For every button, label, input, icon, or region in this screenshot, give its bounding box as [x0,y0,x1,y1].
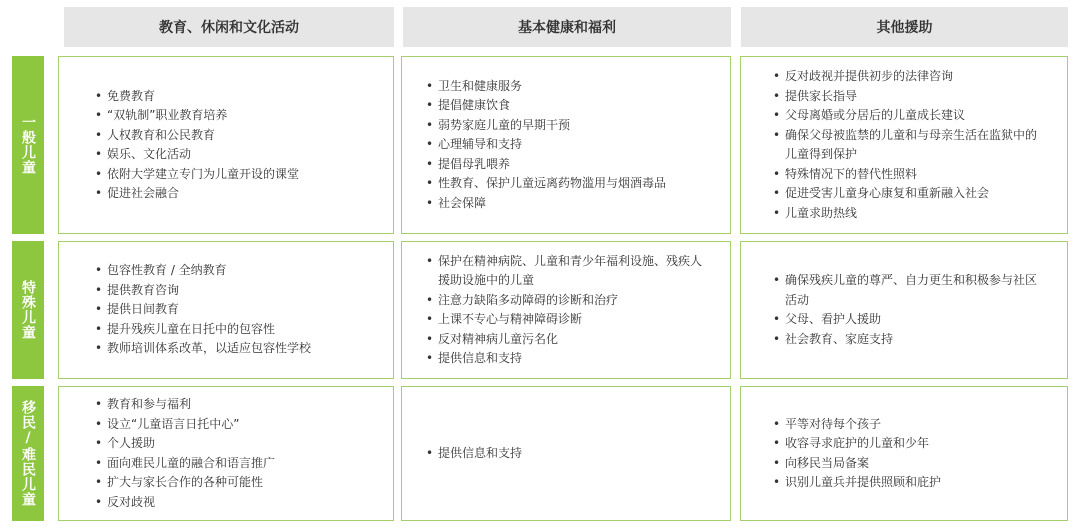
list-item: • 确保父母被监禁的儿童和与母亲生活在监狱中的儿童得到保护 [773,126,1045,165]
header-label: 基本健康和福利 [518,20,616,36]
list-item: • 提供家长指导 [773,87,1045,107]
row-label-text: 移民/难民儿童 [20,400,36,507]
cell-special-health [401,241,731,379]
list-item: • 促进受害儿童身心康复和重新融入社会 [773,184,1045,204]
list-item: • 上课不专心与精神障碍诊断 [426,310,702,330]
bullet-list [741,271,1067,349]
list-item: • 反对歧视 [95,493,275,513]
cell-general-education [58,56,394,234]
list-item: • 弱势家庭儿童的早期干预 [426,116,666,136]
list-item: • 教育和参与福利 [95,395,275,415]
list-item: • 提倡母乳喂养 [426,155,666,175]
list-item: • 保护在精神病院、儿童和青少年福利设施、残疾人援助设施中的儿童 [426,252,702,291]
bullet-list [59,395,275,512]
list-item: • 注意力缺陷多动障碍的诊断和治疗 [426,291,702,311]
list-item: • 面向难民儿童的融合和语言推广 [95,454,275,474]
list-item: • 卫生和健康服务 [426,77,666,97]
list-item: • 提供教育咨询 [95,281,311,301]
row-label-special [12,241,44,379]
list-item: • 识别儿童兵并提供照顾和庇护 [773,473,941,493]
bullet-list [402,252,730,369]
list-item: • 提供信息和支持 [426,349,702,369]
list-item: • 父母离婚或分居后的儿童成长建议 [773,106,1045,126]
list-item: • 社会保障 [426,194,666,214]
list-item: • 促进社会融合 [95,184,299,204]
list-item: • 性教育、保护儿童远离药物滥用与烟酒毒品 [426,174,666,194]
list-item: • 提供日间教育 [95,300,311,320]
list-item: • 依附大学建立专门为儿童开设的课堂 [95,165,299,185]
header-col-0 [64,7,394,47]
list-item: • 社会教育、家庭支持 [773,330,1045,350]
list-item: • 父母、看护人援助 [773,310,1045,330]
cell-general-other [740,56,1068,234]
list-item: • 反对歧视并提供初步的法律咨询 [773,67,1045,87]
list-item: • 平等对待每个孩子 [773,415,941,435]
list-item: • 特殊情况下的替代性照料 [773,165,1045,185]
row-label-general [12,56,44,234]
list-item: • 确保残疾儿童的尊严、自力更生和积极参与社区活动 [773,271,1045,310]
row-label-text: 一般儿童 [20,115,36,175]
row-label-text: 特殊儿童 [20,280,36,340]
header-label: 其他援助 [876,20,933,36]
list-item: • 收容寻求庇护的儿童和少年 [773,434,941,454]
bullet-list [402,77,666,214]
list-item: • 提倡健康饮食 [426,96,666,116]
list-item: • 提供信息和支持 [426,444,522,464]
list-item: • 扩大与家长合作的各种可能性 [95,473,275,493]
cell-special-other [740,241,1068,379]
list-item: • 反对精神病儿童污名化 [426,330,702,350]
bullet-list [402,444,522,464]
header-col-1 [403,7,731,47]
list-item: • 个人援助 [95,434,275,454]
cell-migrant-health [401,386,731,521]
cell-special-education [58,241,394,379]
list-item: • 包容性教育 / 全纳教育 [95,261,311,281]
row-label-migrant [12,386,44,521]
header-col-2 [741,7,1068,47]
header-label: 教育、休闲和文化活动 [159,20,299,36]
list-item: • 向移民当局备案 [773,454,941,474]
list-item: • 教师培训体系改革，以适应包容性学校 [95,339,311,359]
bullet-list [741,67,1067,223]
cell-migrant-other [740,386,1068,521]
list-item: • 免费教育 [95,87,299,107]
cell-migrant-education [58,386,394,521]
list-item: • 心理辅导和支持 [426,135,666,155]
bullet-list [741,415,941,493]
list-item: • 设立“儿童语言日托中心” [95,415,275,435]
bullet-list [59,261,311,359]
cell-general-health [401,56,731,234]
list-item: • 人权教育和公民教育 [95,126,299,146]
list-item: • 儿童求助热线 [773,204,1045,224]
list-item: • 提升残疾儿童在日托中的包容性 [95,320,311,340]
list-item: • “双轨制”职业教育培养 [95,106,299,126]
bullet-list [59,87,299,204]
list-item: • 娱乐、文化活动 [95,145,299,165]
